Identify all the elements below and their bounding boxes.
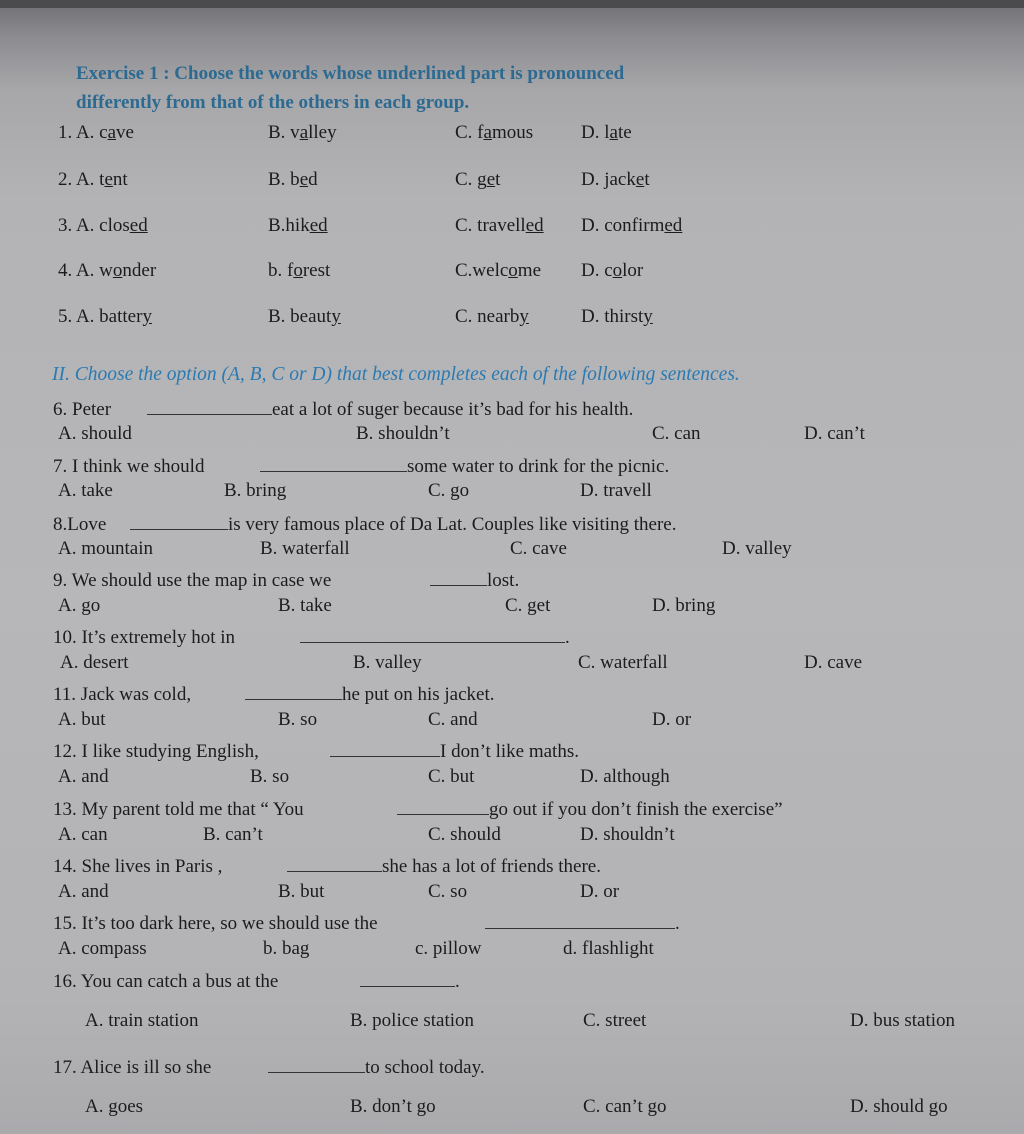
answer-blank: [330, 737, 440, 757]
answer-blank: [245, 680, 342, 700]
question-text: [53, 510, 677, 536]
answer-option: C. should: [428, 824, 501, 845]
answer-option: B. can’t: [203, 824, 263, 845]
question-stem: 10. It’s extremely hot in: [53, 627, 236, 648]
option-text: b. f: [268, 260, 294, 281]
question-text: [53, 1053, 485, 1079]
question-stem-end: .: [675, 913, 680, 934]
option-text: D. c: [581, 260, 613, 281]
exercise1-option: [58, 169, 128, 191]
underlined-part: e: [486, 169, 496, 190]
underlined-part: o: [293, 260, 303, 281]
option-text: B. v: [268, 122, 300, 143]
answer-option: D. bring: [652, 595, 716, 616]
answer-option: c. pillow: [415, 938, 482, 959]
option-text: t: [495, 169, 501, 190]
question-stem: 12. I like studying English,: [53, 741, 259, 762]
option-text: 4. A. w: [58, 260, 113, 281]
exercise1-option: [455, 122, 533, 144]
question-text: [53, 566, 519, 592]
answer-option: B. waterfall: [260, 538, 350, 559]
question-stem: 14. She lives in Paris ,: [53, 856, 223, 877]
option-text: nt: [112, 169, 128, 190]
option-text: C. nearb: [455, 306, 520, 327]
answer-option: D. or: [652, 709, 692, 730]
option-text: 5. A. batter: [58, 306, 143, 327]
option-text: B.hik: [268, 215, 310, 236]
underlined-part: a: [299, 122, 309, 143]
underlined-part: a: [483, 122, 492, 143]
answer-option: B. so: [250, 766, 290, 787]
answer-option: C. waterfall: [578, 652, 668, 673]
question-text: [53, 967, 460, 993]
underlined-part: ed: [664, 215, 683, 236]
answer-option: D. or: [580, 881, 620, 902]
exercise1-option: [268, 169, 318, 191]
question-stem-end: .: [455, 971, 460, 992]
answer-option: A. goes: [85, 1096, 144, 1117]
question-stem: 17. Alice is ill so she: [53, 1057, 212, 1078]
question-text: [53, 737, 579, 763]
option-text: D. jack: [581, 169, 636, 190]
option-text: ve: [116, 122, 134, 143]
option-text: C. f: [455, 122, 484, 143]
question-stem-end: some water to drink for the picnic.: [407, 456, 670, 477]
answer-option: B. bring: [224, 480, 287, 501]
answer-option: B. but: [278, 881, 325, 902]
question-stem: 15. It’s too dark here, so we should use the: [53, 913, 378, 934]
underlined-part: o: [508, 260, 518, 281]
answer-option: B. don’t go: [350, 1096, 436, 1117]
question-stem: 16. You can catch a bus at the: [53, 971, 279, 992]
answer-option: B. so: [278, 709, 318, 730]
answer-option: A. mountain: [58, 538, 153, 559]
underlined-part: y: [643, 306, 653, 327]
answer-option: D. although: [580, 766, 670, 787]
option-text: D. thirst: [581, 306, 644, 327]
exercise1-option: [581, 260, 643, 282]
option-text: mous: [491, 122, 534, 143]
answer-option: A. can: [58, 824, 108, 845]
underlined-part: e: [635, 169, 645, 190]
option-text: nder: [122, 260, 157, 281]
exercise1-option: [581, 306, 653, 328]
answer-option: C. can: [652, 423, 701, 444]
underlined-part: o: [112, 260, 123, 281]
answer-option: C. get: [505, 595, 551, 616]
exercise1-title-line2: differently from that of the others in each group.: [76, 92, 470, 113]
question-text: [53, 623, 570, 649]
answer-option: d. flashlight: [563, 938, 654, 959]
answer-option: C. go: [428, 480, 470, 501]
underlined-part: a: [107, 122, 117, 143]
answer-option: B. take: [278, 595, 332, 616]
option-text: 3. A. clos: [58, 215, 130, 236]
exercise1-option: [268, 306, 341, 328]
option-text: D. confirm: [581, 215, 665, 236]
underlined-part: y: [331, 306, 341, 327]
answer-option: A. but: [58, 709, 106, 730]
question-stem-end: .: [565, 627, 570, 648]
underlined-part: ed: [129, 215, 148, 236]
question-stem: 11. Jack was cold,: [53, 684, 192, 705]
answer-option: B. shouldn’t: [356, 423, 450, 444]
option-text: B. beaut: [268, 306, 332, 327]
question-stem-end: he put on his jacket.: [342, 684, 495, 705]
option-text: t: [644, 169, 650, 190]
answer-option: A. and: [58, 881, 109, 902]
answer-option: C. street: [583, 1010, 647, 1031]
option-text: lley: [308, 122, 337, 143]
answer-option: A. and: [58, 766, 109, 787]
answer-option: C. and: [428, 709, 478, 730]
exercise1-option: [268, 260, 330, 282]
exercise2-title: II. Choose the option (A, B, C or D) that best completes each of the following sentences.: [52, 364, 740, 385]
exercise1-title-line1: Exercise 1 : Choose the words whose underlined part is pronounced: [76, 63, 625, 84]
exercise1-option: [455, 260, 541, 282]
option-text: te: [617, 122, 632, 143]
underlined-part: ed: [309, 215, 328, 236]
answer-option: A. go: [58, 595, 101, 616]
answer-blank: [147, 395, 272, 415]
option-text: C.welc: [455, 260, 509, 281]
answer-option: C. but: [428, 766, 475, 787]
answer-option: D. cave: [804, 652, 863, 673]
question-stem-end: I don’t like maths.: [440, 741, 579, 762]
answer-option: D. travell: [580, 480, 652, 501]
answer-blank: [268, 1053, 365, 1073]
underlined-part: ed: [525, 215, 544, 236]
option-text: me: [517, 260, 542, 281]
answer-blank: [300, 623, 565, 643]
question-text: [53, 395, 633, 421]
question-text: [53, 452, 669, 478]
question-stem-end: go out if you don’t finish the exercise”: [489, 799, 783, 820]
question-text: [53, 795, 783, 821]
answer-option: C. cave: [510, 538, 567, 559]
question-stem-end: lost.: [487, 570, 520, 591]
question-stem-end: eat a lot of suger because it’s bad for his health.: [272, 399, 634, 420]
answer-option: D. can’t: [804, 423, 865, 444]
answer-option: A. train station: [85, 1010, 199, 1031]
answer-option: D. should go: [850, 1096, 948, 1117]
answer-option: A. desert: [60, 652, 129, 673]
option-text: C. travell: [455, 215, 526, 236]
question-text: [53, 852, 601, 878]
question-stem: 7. I think we should: [53, 456, 205, 477]
answer-option: D. valley: [722, 538, 792, 559]
exercise1-option: [268, 215, 328, 237]
exercise1-option: [58, 260, 156, 282]
answer-option: A. should: [58, 423, 132, 444]
question-stem: 8.Love: [53, 514, 107, 535]
exercise1-option: [455, 169, 500, 191]
answer-option: B. police station: [350, 1010, 475, 1031]
question-text: [53, 680, 495, 706]
underlined-part: y: [142, 306, 152, 327]
question-stem-end: to school today.: [365, 1057, 485, 1078]
option-text: 2. A. t: [58, 169, 105, 190]
underlined-part: a: [609, 122, 618, 143]
question-stem: 6. Peter: [53, 399, 112, 420]
answer-blank: [397, 795, 489, 815]
answer-blank: [287, 852, 382, 872]
option-text: D. l: [581, 122, 610, 143]
answer-blank: [260, 452, 407, 472]
question-stem: 13. My parent told me that “ You: [53, 799, 304, 820]
underlined-part: e: [299, 169, 309, 190]
answer-option: C. so: [428, 881, 468, 902]
exercise1-option: [58, 306, 152, 328]
answer-option: A. compass: [58, 938, 147, 959]
exercise1-option: [581, 122, 632, 144]
question-stem-end: she has a lot of friends there.: [382, 856, 601, 877]
answer-blank: [360, 967, 455, 987]
option-text: B. b: [268, 169, 300, 190]
exercise1-option: [581, 169, 650, 191]
underlined-part: e: [104, 169, 113, 190]
option-text: 1. A. c: [58, 122, 108, 143]
answer-option: D. bus station: [850, 1010, 956, 1031]
underlined-part: y: [519, 306, 529, 327]
option-text: lor: [622, 260, 644, 281]
answer-option: D. shouldn’t: [580, 824, 675, 845]
option-text: C. g: [455, 169, 487, 190]
question-stem-end: is very famous place of Da Lat. Couples like visiting there.: [228, 514, 677, 535]
answer-option: A. take: [58, 480, 113, 501]
exercise1-option: [455, 306, 529, 328]
exercise1-option: [58, 122, 134, 144]
exercise1-option: [581, 215, 682, 237]
answer-option: b. bag: [263, 938, 310, 959]
exercise1-option: [58, 215, 148, 237]
answer-blank: [130, 510, 228, 530]
option-text: d: [308, 169, 318, 190]
underlined-part: o: [612, 260, 623, 281]
answer-blank: [485, 909, 675, 929]
answer-blank: [430, 566, 487, 586]
question-stem: 9. We should use the map in case we: [53, 570, 332, 591]
option-text: rest: [302, 260, 331, 281]
answer-option: C. can’t go: [583, 1096, 667, 1117]
question-text: [53, 909, 680, 935]
answer-option: B. valley: [353, 652, 422, 673]
exercise1-option: [268, 122, 337, 144]
exercise1-option: [455, 215, 544, 237]
